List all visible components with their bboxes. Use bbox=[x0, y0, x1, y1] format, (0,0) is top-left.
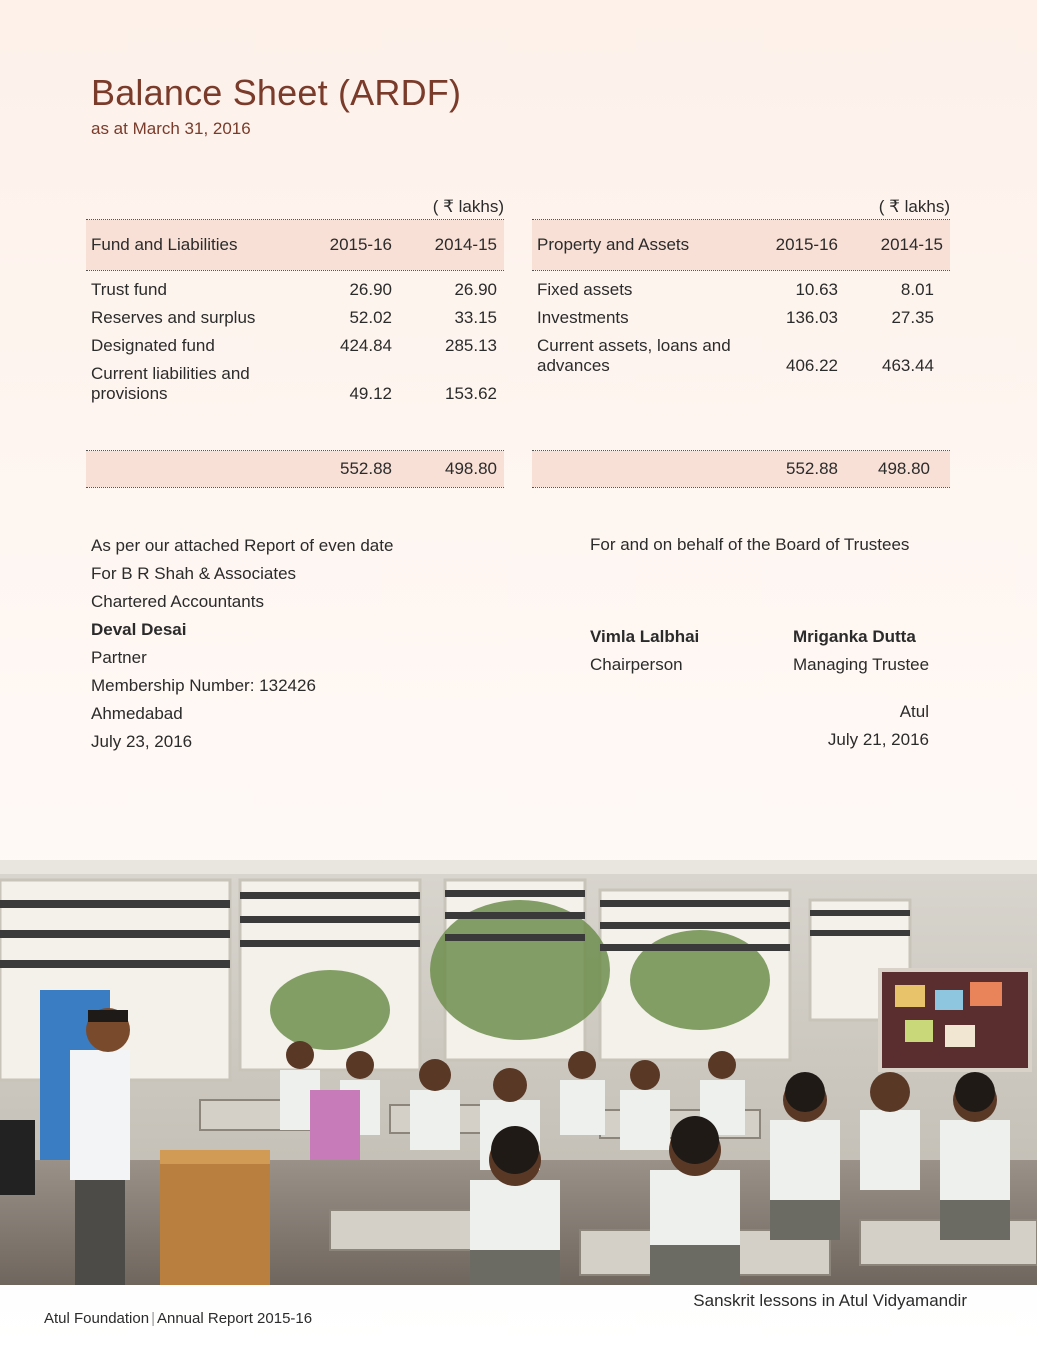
trustee-role: Chairperson bbox=[590, 655, 683, 674]
divider bbox=[532, 487, 950, 488]
table-row bbox=[86, 336, 504, 356]
value-2015-16: 26.90 bbox=[349, 280, 392, 299]
unit-label: ( ₹ lakhs) bbox=[878, 197, 950, 216]
value-2014-15: 26.90 bbox=[454, 280, 497, 299]
page-title: Balance Sheet (ARDF) bbox=[91, 72, 462, 113]
value-2014-15: 285.13 bbox=[445, 336, 497, 355]
column-header: 2015-16 bbox=[775, 235, 838, 254]
page-footer bbox=[44, 1310, 312, 1327]
footer-separator: | bbox=[151, 1310, 155, 1327]
value-2015-16: 406.22 bbox=[786, 356, 838, 375]
trustee-2 bbox=[793, 626, 929, 682]
value-2015-16: 10.63 bbox=[795, 280, 838, 299]
value-2014-15: 8.01 bbox=[900, 280, 934, 299]
table-body bbox=[532, 271, 950, 450]
trustee-1 bbox=[590, 626, 699, 682]
auditor-block bbox=[91, 535, 393, 759]
total-2014-15: 498.80 bbox=[878, 459, 930, 478]
value-2014-15: 27.35 bbox=[891, 308, 934, 327]
board-heading: For and on behalf of the Board of Trustees bbox=[590, 535, 910, 554]
photo-caption: Sanskrit lessons in Atul Vidyamandir bbox=[693, 1291, 967, 1310]
auditor-name: Deval Desai bbox=[91, 620, 187, 639]
table-row bbox=[532, 280, 950, 300]
board-date: July 21, 2016 bbox=[827, 730, 929, 749]
row-label: Trust fund bbox=[91, 280, 167, 299]
row-label: Current assets, loans and advances bbox=[537, 336, 731, 375]
value-2015-16: 424.84 bbox=[340, 336, 392, 355]
board-place: Atul bbox=[899, 702, 929, 721]
table-row bbox=[86, 280, 504, 300]
table-header bbox=[532, 220, 950, 270]
table-row bbox=[86, 308, 504, 328]
row-label: Designated fund bbox=[91, 336, 215, 355]
table-row bbox=[532, 336, 950, 376]
total-row bbox=[86, 451, 504, 487]
total-row bbox=[532, 451, 950, 487]
classroom-photo bbox=[0, 860, 1037, 1285]
column-header: Property and Assets bbox=[537, 235, 690, 254]
auditor-firm: For B R Shah & Associates bbox=[91, 564, 297, 583]
column-header: 2015-16 bbox=[329, 235, 392, 254]
table-body bbox=[86, 271, 504, 450]
table-header bbox=[86, 220, 504, 270]
total-2015-16: 552.88 bbox=[340, 459, 392, 478]
auditor-role: Partner bbox=[91, 648, 147, 667]
column-header: Fund and Liabilities bbox=[91, 235, 238, 254]
auditor-firm-type: Chartered Accountants bbox=[91, 592, 264, 611]
liabilities-table bbox=[86, 197, 504, 488]
row-label: Investments bbox=[537, 308, 629, 327]
column-header: 2014-15 bbox=[880, 235, 943, 254]
value-2014-15: 33.15 bbox=[454, 308, 497, 327]
value-2015-16: 52.02 bbox=[349, 308, 392, 327]
divider bbox=[86, 487, 504, 488]
auditor-membership: Membership Number: 132426 bbox=[91, 676, 316, 695]
auditor-report-line: As per our attached Report of even date bbox=[91, 536, 394, 555]
total-2014-15: 498.80 bbox=[445, 459, 497, 478]
trustee-name: Mriganka Dutta bbox=[793, 627, 916, 646]
board-place-date bbox=[828, 701, 929, 757]
total-2015-16: 552.88 bbox=[786, 459, 838, 478]
unit-label: ( ₹ lakhs) bbox=[432, 197, 504, 216]
assets-table bbox=[532, 197, 950, 488]
column-header: 2014-15 bbox=[434, 235, 497, 254]
footer-org: Atul Foundation bbox=[44, 1310, 150, 1327]
value-2014-15: 463.44 bbox=[882, 356, 934, 375]
row-label: Reserves and surplus bbox=[91, 308, 256, 327]
row-label: Fixed assets bbox=[537, 280, 633, 299]
auditor-place: Ahmedabad bbox=[91, 704, 183, 723]
auditor-date: July 23, 2016 bbox=[91, 732, 193, 751]
row-label: Current liabilities and provisions bbox=[91, 364, 250, 403]
trustee-name: Vimla Lalbhai bbox=[590, 627, 700, 646]
table-row bbox=[532, 308, 950, 328]
value-2014-15: 153.62 bbox=[445, 384, 497, 403]
footer-report: Annual Report 2015-16 bbox=[156, 1310, 313, 1327]
trustee-role: Managing Trustee bbox=[793, 655, 930, 674]
table-row bbox=[86, 364, 504, 404]
value-2015-16: 136.03 bbox=[786, 308, 838, 327]
page-subtitle: as at March 31, 2016 bbox=[91, 119, 251, 138]
value-2015-16: 49.12 bbox=[349, 384, 392, 403]
